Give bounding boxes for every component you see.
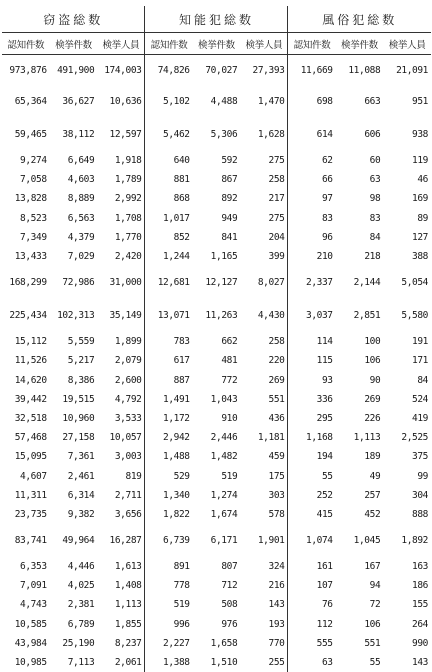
table-cell: 996 (145, 615, 193, 634)
table-cell: 107 (288, 576, 336, 595)
table-cell: 112 (288, 615, 336, 634)
table-cell: 4,430 (240, 299, 288, 332)
table-row (2, 428, 431, 447)
table-cell: 4,743 (2, 595, 50, 614)
table-cell: 8,237 (97, 634, 145, 653)
table-cell: 1,899 (97, 332, 145, 351)
table-cell: 189 (336, 447, 384, 466)
table-cell: 1,613 (97, 557, 145, 576)
table-cell: 96 (288, 228, 336, 247)
table-cell: 1,674 (193, 505, 241, 524)
table-cell: 5,054 (383, 266, 431, 299)
table-cell: 419 (383, 409, 431, 428)
table-cell: 2,711 (97, 486, 145, 505)
table-cell: 143 (240, 595, 288, 614)
table-cell: 8,027 (240, 266, 288, 299)
table-cell: 90 (336, 371, 384, 390)
column-header-row (2, 33, 431, 55)
table-cell: 15,112 (2, 332, 50, 351)
table-cell: 888 (383, 505, 431, 524)
table-cell: 269 (336, 390, 384, 409)
table-cell: 698 (288, 85, 336, 118)
table-cell: 31,000 (97, 266, 145, 299)
table-cell: 15,095 (2, 447, 50, 466)
table-cell: 4,792 (97, 390, 145, 409)
table-cell: 9,382 (50, 505, 98, 524)
table-cell: 3,003 (97, 447, 145, 466)
table-cell: 1,708 (97, 209, 145, 228)
table-cell: 2,420 (97, 247, 145, 266)
table-cell: 175 (240, 466, 288, 485)
table-cell: 10,960 (50, 409, 98, 428)
table-cell: 551 (336, 634, 384, 653)
table-body (2, 55, 431, 672)
table-cell: 663 (336, 85, 384, 118)
table-cell: 55 (288, 466, 336, 485)
table-cell: 94 (336, 576, 384, 595)
table-row (2, 505, 431, 524)
table-cell: 8,523 (2, 209, 50, 228)
group-header-morals: 風俗犯総数 (288, 6, 431, 33)
table-cell: 617 (145, 351, 193, 370)
column-header: 検挙件数 (193, 33, 241, 55)
table-cell: 949 (193, 209, 241, 228)
table-cell: 1,181 (240, 428, 288, 447)
table-cell: 16,287 (97, 524, 145, 557)
table-cell: 84 (383, 371, 431, 390)
table-cell: 2,061 (97, 653, 145, 672)
table-cell: 161 (288, 557, 336, 576)
table-cell: 7,113 (50, 653, 98, 672)
table-cell: 11,088 (336, 55, 384, 86)
table-cell: 10,057 (97, 428, 145, 447)
table-cell: 415 (288, 505, 336, 524)
table-cell: 23,735 (2, 505, 50, 524)
table-cell: 4,446 (50, 557, 98, 576)
table-cell: 59,465 (2, 118, 50, 151)
table-row (2, 228, 431, 247)
table-cell: 783 (145, 332, 193, 351)
table-cell: 97 (288, 189, 336, 208)
table-cell: 11,263 (193, 299, 241, 332)
table-cell: 4,603 (50, 170, 98, 189)
table-cell: 976 (193, 615, 241, 634)
table-row (2, 390, 431, 409)
table-cell: 194 (288, 447, 336, 466)
table-cell: 324 (240, 557, 288, 576)
table-cell: 303 (240, 486, 288, 505)
table-cell: 1,045 (336, 524, 384, 557)
table-cell: 63 (288, 653, 336, 672)
table-cell: 57,468 (2, 428, 50, 447)
table-cell: 76 (288, 595, 336, 614)
table-cell: 529 (145, 466, 193, 485)
table-cell: 295 (288, 409, 336, 428)
table-cell: 1,043 (193, 390, 241, 409)
table-cell: 11,311 (2, 486, 50, 505)
table-cell: 1,628 (240, 118, 288, 151)
table-cell: 881 (145, 170, 193, 189)
table-cell: 6,649 (50, 151, 98, 170)
table-cell: 5,559 (50, 332, 98, 351)
table-cell: 891 (145, 557, 193, 576)
table-row (2, 170, 431, 189)
table-cell: 2,992 (97, 189, 145, 208)
table-cell: 275 (240, 209, 288, 228)
table-cell: 1,172 (145, 409, 193, 428)
table-cell: 1,274 (193, 486, 241, 505)
table-cell: 7,058 (2, 170, 50, 189)
table-row (2, 118, 431, 151)
table-cell: 2,600 (97, 371, 145, 390)
table-cell: 169 (383, 189, 431, 208)
table-row (2, 466, 431, 485)
table-row (2, 351, 431, 370)
table-cell: 519 (145, 595, 193, 614)
table-cell: 2,079 (97, 351, 145, 370)
table-cell: 990 (383, 634, 431, 653)
table-cell: 938 (383, 118, 431, 151)
table-cell: 191 (383, 332, 431, 351)
table-cell: 155 (383, 595, 431, 614)
table-cell: 89 (383, 209, 431, 228)
table-cell: 38,112 (50, 118, 98, 151)
table-cell: 55 (336, 653, 384, 672)
table-cell: 12,127 (193, 266, 241, 299)
table-cell: 114 (288, 332, 336, 351)
table-cell: 2,337 (288, 266, 336, 299)
table-row (2, 266, 431, 299)
table-cell: 1,470 (240, 85, 288, 118)
table-cell: 193 (240, 615, 288, 634)
table-cell: 819 (97, 466, 145, 485)
table-cell: 3,533 (97, 409, 145, 428)
table-cell: 220 (240, 351, 288, 370)
table-cell: 74,826 (145, 55, 193, 86)
table-cell: 1,770 (97, 228, 145, 247)
table-cell: 1,901 (240, 524, 288, 557)
table-cell: 1,491 (145, 390, 193, 409)
table-cell: 217 (240, 189, 288, 208)
table-cell: 841 (193, 228, 241, 247)
table-cell: 143 (383, 653, 431, 672)
table-cell: 592 (193, 151, 241, 170)
table-row (2, 332, 431, 351)
table-cell: 5,462 (145, 118, 193, 151)
table-cell: 49,964 (50, 524, 98, 557)
table-cell: 46 (383, 170, 431, 189)
table-cell: 83 (288, 209, 336, 228)
table-cell: 4,025 (50, 576, 98, 595)
table-cell: 93 (288, 371, 336, 390)
table-cell: 19,515 (50, 390, 98, 409)
table-cell: 1,892 (383, 524, 431, 557)
table-cell: 770 (240, 634, 288, 653)
table-cell: 32,518 (2, 409, 50, 428)
table-cell: 72 (336, 595, 384, 614)
table-cell: 399 (240, 247, 288, 266)
table-cell: 119 (383, 151, 431, 170)
table-cell: 910 (193, 409, 241, 428)
table-cell: 807 (193, 557, 241, 576)
table-cell: 84 (336, 228, 384, 247)
table-row (2, 615, 431, 634)
table-cell: 2,851 (336, 299, 384, 332)
table-cell: 21,091 (383, 55, 431, 86)
crime-statistics-table (2, 6, 431, 672)
table-cell: 867 (193, 170, 241, 189)
table-cell: 8,386 (50, 371, 98, 390)
table-cell: 186 (383, 576, 431, 595)
table-cell: 7,091 (2, 576, 50, 595)
group-header-theft: 窃盗総数 (2, 6, 145, 33)
column-header: 検挙人員 (240, 33, 288, 55)
table-cell: 3,656 (97, 505, 145, 524)
table-cell: 7,029 (50, 247, 98, 266)
table-cell: 1,855 (97, 615, 145, 634)
table-row (2, 524, 431, 557)
table-cell: 66 (288, 170, 336, 189)
table-cell: 2,942 (145, 428, 193, 447)
table-row (2, 557, 431, 576)
table-row (2, 486, 431, 505)
table-cell: 772 (193, 371, 241, 390)
table-cell: 304 (383, 486, 431, 505)
table-cell: 36,627 (50, 85, 98, 118)
table-cell: 275 (240, 151, 288, 170)
table-cell: 27,158 (50, 428, 98, 447)
table-row (2, 247, 431, 266)
table-cell: 4,488 (193, 85, 241, 118)
table-cell: 1,822 (145, 505, 193, 524)
table-cell: 1,074 (288, 524, 336, 557)
table-cell: 264 (383, 615, 431, 634)
column-header: 認知件数 (145, 33, 193, 55)
table-cell: 388 (383, 247, 431, 266)
table-cell: 269 (240, 371, 288, 390)
table-cell: 6,789 (50, 615, 98, 634)
table-cell: 1,168 (288, 428, 336, 447)
table-cell: 519 (193, 466, 241, 485)
table-cell: 5,102 (145, 85, 193, 118)
table-cell: 868 (145, 189, 193, 208)
table-cell: 13,433 (2, 247, 50, 266)
table-cell: 6,739 (145, 524, 193, 557)
table-cell: 163 (383, 557, 431, 576)
table-row (2, 576, 431, 595)
table-cell: 336 (288, 390, 336, 409)
table-cell: 606 (336, 118, 384, 151)
table-cell: 491,900 (50, 55, 98, 86)
table-cell: 1,408 (97, 576, 145, 595)
table-cell: 210 (288, 247, 336, 266)
table-cell: 2,461 (50, 466, 98, 485)
table-cell: 27,393 (240, 55, 288, 86)
table-cell: 6,314 (50, 486, 98, 505)
table-row (2, 55, 431, 86)
table-cell: 35,149 (97, 299, 145, 332)
table-cell: 11,526 (2, 351, 50, 370)
table-cell: 216 (240, 576, 288, 595)
table-row (2, 85, 431, 118)
table-cell: 614 (288, 118, 336, 151)
table-cell: 452 (336, 505, 384, 524)
table-cell: 892 (193, 189, 241, 208)
table-cell: 4,379 (50, 228, 98, 247)
table-cell: 951 (383, 85, 431, 118)
column-header: 検挙件数 (50, 33, 98, 55)
table-cell: 72,986 (50, 266, 98, 299)
table-row (2, 371, 431, 390)
table-cell: 1,165 (193, 247, 241, 266)
table-cell: 1,388 (145, 653, 193, 672)
table-cell: 39,442 (2, 390, 50, 409)
table-row (2, 209, 431, 228)
table-cell: 60 (336, 151, 384, 170)
table-cell: 83,741 (2, 524, 50, 557)
table-cell: 5,306 (193, 118, 241, 151)
table-cell: 127 (383, 228, 431, 247)
table-cell: 13,071 (145, 299, 193, 332)
table-cell: 25,190 (50, 634, 98, 653)
table-cell: 2,227 (145, 634, 193, 653)
column-header: 検挙件数 (336, 33, 384, 55)
table-cell: 887 (145, 371, 193, 390)
table-cell: 63 (336, 170, 384, 189)
table-cell: 2,446 (193, 428, 241, 447)
table-cell: 106 (336, 351, 384, 370)
table-cell: 12,681 (145, 266, 193, 299)
table-cell: 524 (383, 390, 431, 409)
table-cell: 2,525 (383, 428, 431, 447)
table-cell: 258 (240, 332, 288, 351)
table-cell: 10,585 (2, 615, 50, 634)
table-cell: 973,876 (2, 55, 50, 86)
table-cell: 640 (145, 151, 193, 170)
table-cell: 6,353 (2, 557, 50, 576)
table-cell: 1,789 (97, 170, 145, 189)
table-cell: 6,171 (193, 524, 241, 557)
table-cell: 168,299 (2, 266, 50, 299)
table-cell: 1,340 (145, 486, 193, 505)
table-cell: 551 (240, 390, 288, 409)
table-cell: 1,488 (145, 447, 193, 466)
table-cell: 98 (336, 189, 384, 208)
table-cell: 1,017 (145, 209, 193, 228)
table-cell: 662 (193, 332, 241, 351)
table-cell: 106 (336, 615, 384, 634)
table-cell: 778 (145, 576, 193, 595)
column-header: 検挙人員 (383, 33, 431, 55)
table-cell: 852 (145, 228, 193, 247)
table-cell: 1,658 (193, 634, 241, 653)
table-cell: 5,217 (50, 351, 98, 370)
table-cell: 14,620 (2, 371, 50, 390)
table-cell: 1,918 (97, 151, 145, 170)
table-cell: 7,349 (2, 228, 50, 247)
table-cell: 6,563 (50, 209, 98, 228)
table-row (2, 634, 431, 653)
table-cell: 49 (336, 466, 384, 485)
table-cell: 459 (240, 447, 288, 466)
table-cell: 8,889 (50, 189, 98, 208)
table-cell: 11,669 (288, 55, 336, 86)
table-cell: 218 (336, 247, 384, 266)
table-cell: 171 (383, 351, 431, 370)
table-cell: 5,580 (383, 299, 431, 332)
table-cell: 9,274 (2, 151, 50, 170)
column-header: 認知件数 (2, 33, 50, 55)
table-cell: 62 (288, 151, 336, 170)
table-cell: 1,482 (193, 447, 241, 466)
table-cell: 1,244 (145, 247, 193, 266)
table-cell: 204 (240, 228, 288, 247)
table-cell: 7,361 (50, 447, 98, 466)
table-cell: 99 (383, 466, 431, 485)
table-cell: 555 (288, 634, 336, 653)
table-row (2, 595, 431, 614)
table-cell: 3,037 (288, 299, 336, 332)
table-cell: 83 (336, 209, 384, 228)
table-cell: 10,636 (97, 85, 145, 118)
table-cell: 712 (193, 576, 241, 595)
table-cell: 258 (240, 170, 288, 189)
table-cell: 252 (288, 486, 336, 505)
table-cell: 12,597 (97, 118, 145, 151)
column-header: 認知件数 (288, 33, 336, 55)
table-cell: 115 (288, 351, 336, 370)
table-cell: 255 (240, 653, 288, 672)
table-cell: 578 (240, 505, 288, 524)
table-cell: 100 (336, 332, 384, 351)
table-cell: 174,003 (97, 55, 145, 86)
table-row (2, 189, 431, 208)
table-cell: 2,381 (50, 595, 98, 614)
table-row (2, 409, 431, 428)
table-cell: 508 (193, 595, 241, 614)
table-cell: 2,144 (336, 266, 384, 299)
table-cell: 225,434 (2, 299, 50, 332)
table-cell: 1,113 (336, 428, 384, 447)
group-header-fraud: 知能犯総数 (145, 6, 288, 33)
table-cell: 43,984 (2, 634, 50, 653)
table-cell: 257 (336, 486, 384, 505)
table-cell: 1,510 (193, 653, 241, 672)
table-cell: 65,364 (2, 85, 50, 118)
table-cell: 1,113 (97, 595, 145, 614)
table-cell: 481 (193, 351, 241, 370)
table-row (2, 299, 431, 332)
group-header-row (2, 6, 431, 33)
table-cell: 102,313 (50, 299, 98, 332)
table-row (2, 447, 431, 466)
table-cell: 4,607 (2, 466, 50, 485)
table-row (2, 151, 431, 170)
table-cell: 13,828 (2, 189, 50, 208)
table-row (2, 653, 431, 672)
table-cell: 375 (383, 447, 431, 466)
column-header: 検挙人員 (97, 33, 145, 55)
table-cell: 167 (336, 557, 384, 576)
table-cell: 226 (336, 409, 384, 428)
table-cell: 10,985 (2, 653, 50, 672)
table-cell: 436 (240, 409, 288, 428)
table-cell: 70,027 (193, 55, 241, 86)
